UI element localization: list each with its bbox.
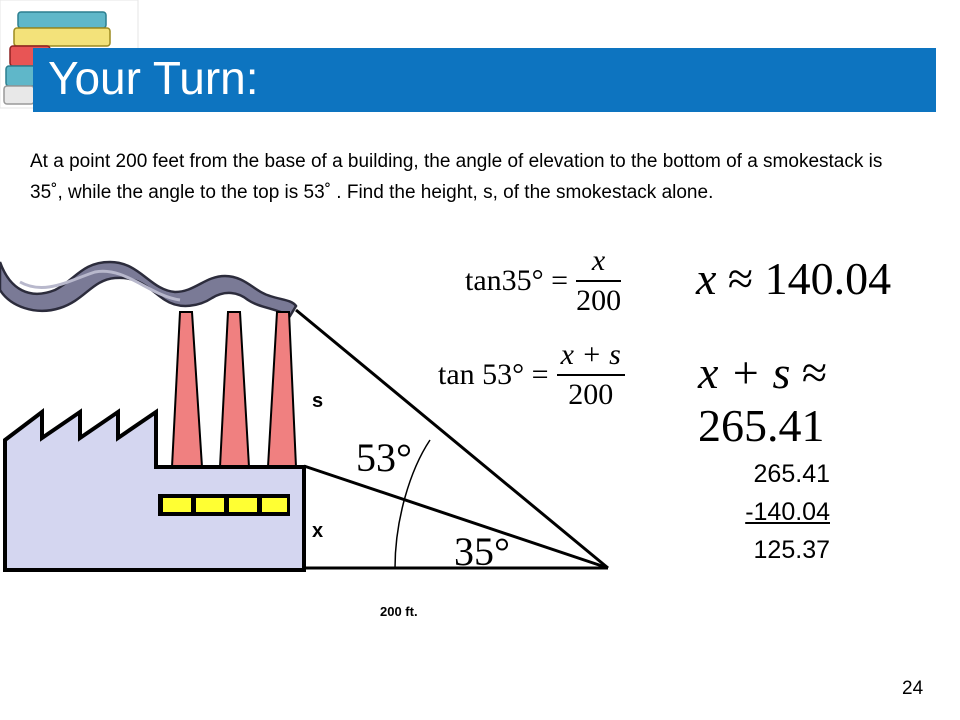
fraction xyxy=(576,244,621,318)
window xyxy=(196,498,224,512)
subtraction-result: 125.37 xyxy=(753,536,830,564)
equation-lhs: tan 53° = xyxy=(438,358,549,391)
smokestack-1 xyxy=(172,312,202,467)
equation-tan53 xyxy=(438,338,625,412)
numerator: x + s xyxy=(560,338,621,371)
subtraction-work xyxy=(700,455,830,569)
page-number: 24 xyxy=(902,678,924,699)
angle-35-label: 35° xyxy=(454,529,510,574)
smokestack-3 xyxy=(268,312,296,467)
denominator: 200 xyxy=(568,378,614,411)
result-x: x ≈ 140.04 xyxy=(696,253,892,304)
fraction xyxy=(557,338,625,412)
window xyxy=(229,498,257,512)
smokestack-2 xyxy=(220,312,249,467)
numerator: x xyxy=(591,244,606,277)
window xyxy=(262,498,287,512)
subtraction-line-1: 265.41 xyxy=(753,460,830,488)
distance-label: 200 ft. xyxy=(380,604,418,619)
denominator: 200 xyxy=(576,284,622,317)
window xyxy=(163,498,191,512)
slide-title: Your Turn: xyxy=(48,52,259,104)
equation-tan35 xyxy=(465,244,621,318)
result-x-plus-s: x + s ≈ 265.41 xyxy=(698,347,828,451)
label-s: s xyxy=(312,390,324,412)
angle-53-label: 53° xyxy=(356,435,412,480)
label-x: x xyxy=(312,520,324,542)
subtraction-line-2: -140.04 xyxy=(745,498,830,526)
factory-building xyxy=(5,412,304,570)
problem-statement: At a point 200 feet from the base of a building, the angle of elevation to the bottom of a smokestack is 35˚, while the angle to the top is 53˚ . Find the height, s, of the smokestack alone. xyxy=(30,151,883,203)
equation-lhs: tan35° = xyxy=(465,264,569,297)
